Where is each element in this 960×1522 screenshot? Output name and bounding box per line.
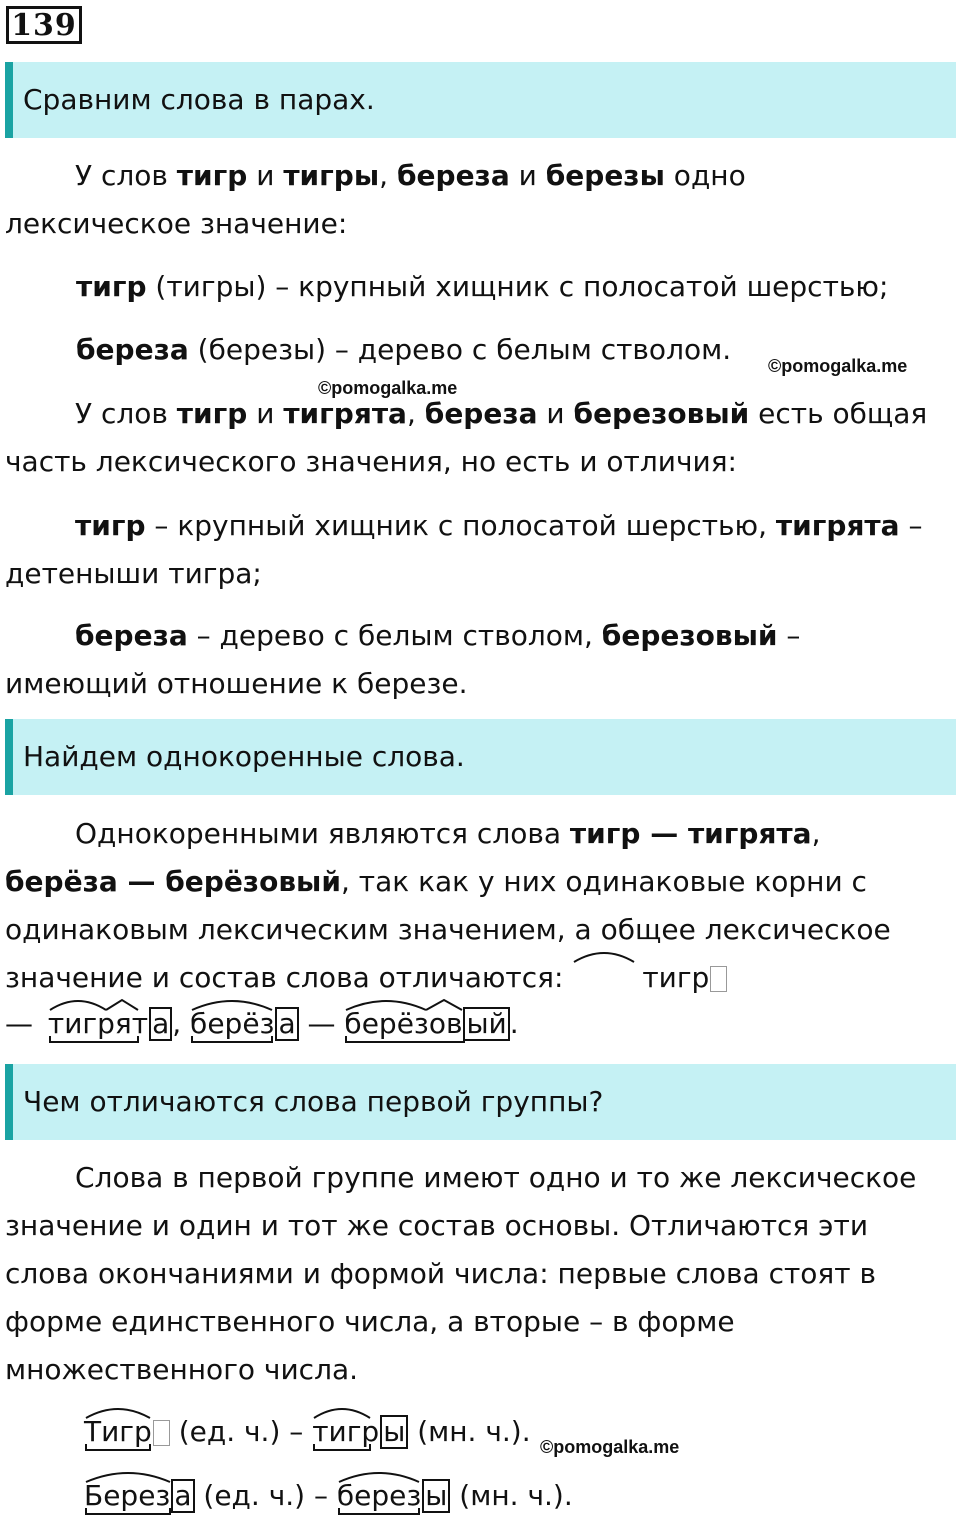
example-row-birch — [84, 1472, 573, 1520]
morpheme-word-tigryata — [48, 1000, 172, 1048]
text: , — [406, 397, 425, 430]
morpheme-word-tigr — [84, 1408, 170, 1456]
root-text: берёз — [344, 1007, 429, 1040]
exercise-number: 139 — [6, 6, 82, 44]
ending-mark — [171, 1479, 194, 1513]
ending-text: а — [278, 1007, 296, 1040]
dash: — — [307, 1007, 336, 1040]
morpheme-word-berezy — [337, 1472, 451, 1520]
section-heading-differences: Чем отличаются слова первой группы? — [5, 1064, 956, 1140]
bold-word: березовый — [601, 619, 778, 652]
suffix-text: ят — [114, 1007, 149, 1040]
bold-word: берёза — берёзовый — [5, 865, 341, 898]
definition-birch — [76, 326, 731, 374]
watermark: ©pomogalka.me — [318, 378, 458, 398]
ending-text: ый — [466, 1007, 507, 1040]
empty-ending-mark — [153, 1420, 170, 1446]
root-text: тигр — [642, 961, 710, 994]
text: и — [247, 397, 284, 430]
ending-text: ы — [383, 1415, 406, 1448]
ending-text: а — [152, 1007, 170, 1040]
comma: , — [172, 1007, 182, 1040]
text: (мн. ч.). — [450, 1479, 573, 1512]
root-text: Берез — [84, 1479, 171, 1512]
morpheme-word-tigry — [312, 1408, 408, 1456]
text: одно лексическое значение: — [5, 159, 746, 240]
paragraph-tiger-cubs — [5, 502, 935, 598]
ending-text: ы — [425, 1479, 448, 1512]
definition-tiger — [76, 263, 888, 311]
text: , — [379, 159, 397, 192]
ending-mark — [463, 1007, 509, 1041]
text: и — [509, 159, 546, 192]
ending-mark — [422, 1479, 450, 1513]
bold-word: тигр — [75, 509, 146, 542]
example-row-tiger — [84, 1408, 531, 1456]
bold-word: тигр — [176, 397, 248, 430]
bold-word: береза — [396, 159, 510, 192]
ending-text: а — [174, 1479, 192, 1512]
paragraph-birch-adjective — [5, 612, 935, 708]
bold-word: тигрята — [775, 509, 900, 542]
morpheme-word-beryoza — [190, 1000, 299, 1048]
text: (березы) – дерево с белым стволом. — [188, 333, 732, 366]
text: У слов — [75, 159, 177, 192]
text: , — [811, 817, 821, 850]
bold-word: тигрята — [283, 397, 407, 430]
paragraph-differences: Слова в первой группе имеют одно и то же лексическое значение и один и тот же состав основы. Отличаются эти слова окончаниями и формой числа: первые слова стоят в форме единственного числа, а вторые – в форме множественного числа. — [5, 1161, 917, 1386]
text: (мн. ч.). — [408, 1415, 531, 1448]
bold-word: тигр — тигрята — [569, 817, 812, 850]
ending-mark — [149, 1007, 172, 1041]
text: есть общая часть лексического значения, но есть и отличия: — [5, 397, 928, 478]
root-text: берез — [336, 1479, 422, 1512]
ending-mark — [275, 1007, 298, 1041]
morpheme-word-tigr — [572, 954, 727, 1002]
bold-word: береза — [75, 619, 188, 652]
text: , так как у них одинаковые корни с одинаковым лексическим значением, а общее лексическое значение и состав слова отличаются: — [5, 865, 891, 994]
empty-ending-mark — [710, 966, 727, 992]
paragraph-common-part — [5, 390, 935, 486]
bold-word: береза — [76, 333, 189, 366]
morpheme-line — [5, 1000, 519, 1048]
text: – детеныши тигра; — [5, 509, 923, 590]
period: . — [509, 1007, 519, 1040]
bold-word: тигр — [76, 270, 147, 303]
morpheme-word-beryozovyi — [344, 1000, 509, 1048]
text: – дерево с белым стволом, — [187, 619, 602, 652]
bold-word: тигр — [176, 159, 248, 192]
bold-word: береза — [424, 397, 538, 430]
text: Однокоренными являются слова — [75, 817, 570, 850]
bold-word: березы — [545, 159, 665, 192]
paragraph-same-meaning — [5, 152, 935, 248]
text: (ед. ч.) – — [194, 1479, 337, 1512]
text: и — [537, 397, 574, 430]
section-heading-cognates: Найдем однокоренные слова. — [5, 719, 956, 795]
text: – крупный хищник с полосатой шерстью, — [145, 509, 776, 542]
root-text: тигр — [47, 1007, 115, 1040]
ending-mark — [380, 1415, 408, 1449]
dash: — — [5, 1007, 33, 1040]
text: – имеющий отношение к березе. — [5, 619, 801, 700]
section-heading-compare: Сравним слова в парах. — [5, 62, 956, 138]
text: У слов — [75, 397, 177, 430]
paragraph-cognates — [5, 810, 935, 1002]
bold-word: березовый — [573, 397, 750, 430]
bold-word: тигры — [283, 159, 380, 192]
root-text: тигр — [312, 1415, 380, 1448]
text: (ед. ч.) – — [169, 1415, 313, 1448]
root-arc-mark — [572, 948, 642, 978]
text: (тигры) – крупный хищник с полосатой шерстью; — [146, 270, 889, 303]
morpheme-word-bereza — [84, 1472, 195, 1520]
watermark: ©pomogalka.me — [540, 1437, 680, 1457]
root-text: Тигр — [84, 1415, 152, 1448]
text: и — [247, 159, 284, 192]
suffix-text: ов — [428, 1007, 463, 1040]
watermark: ©pomogalka.me — [768, 356, 908, 376]
root-text: берёз — [190, 1007, 275, 1040]
